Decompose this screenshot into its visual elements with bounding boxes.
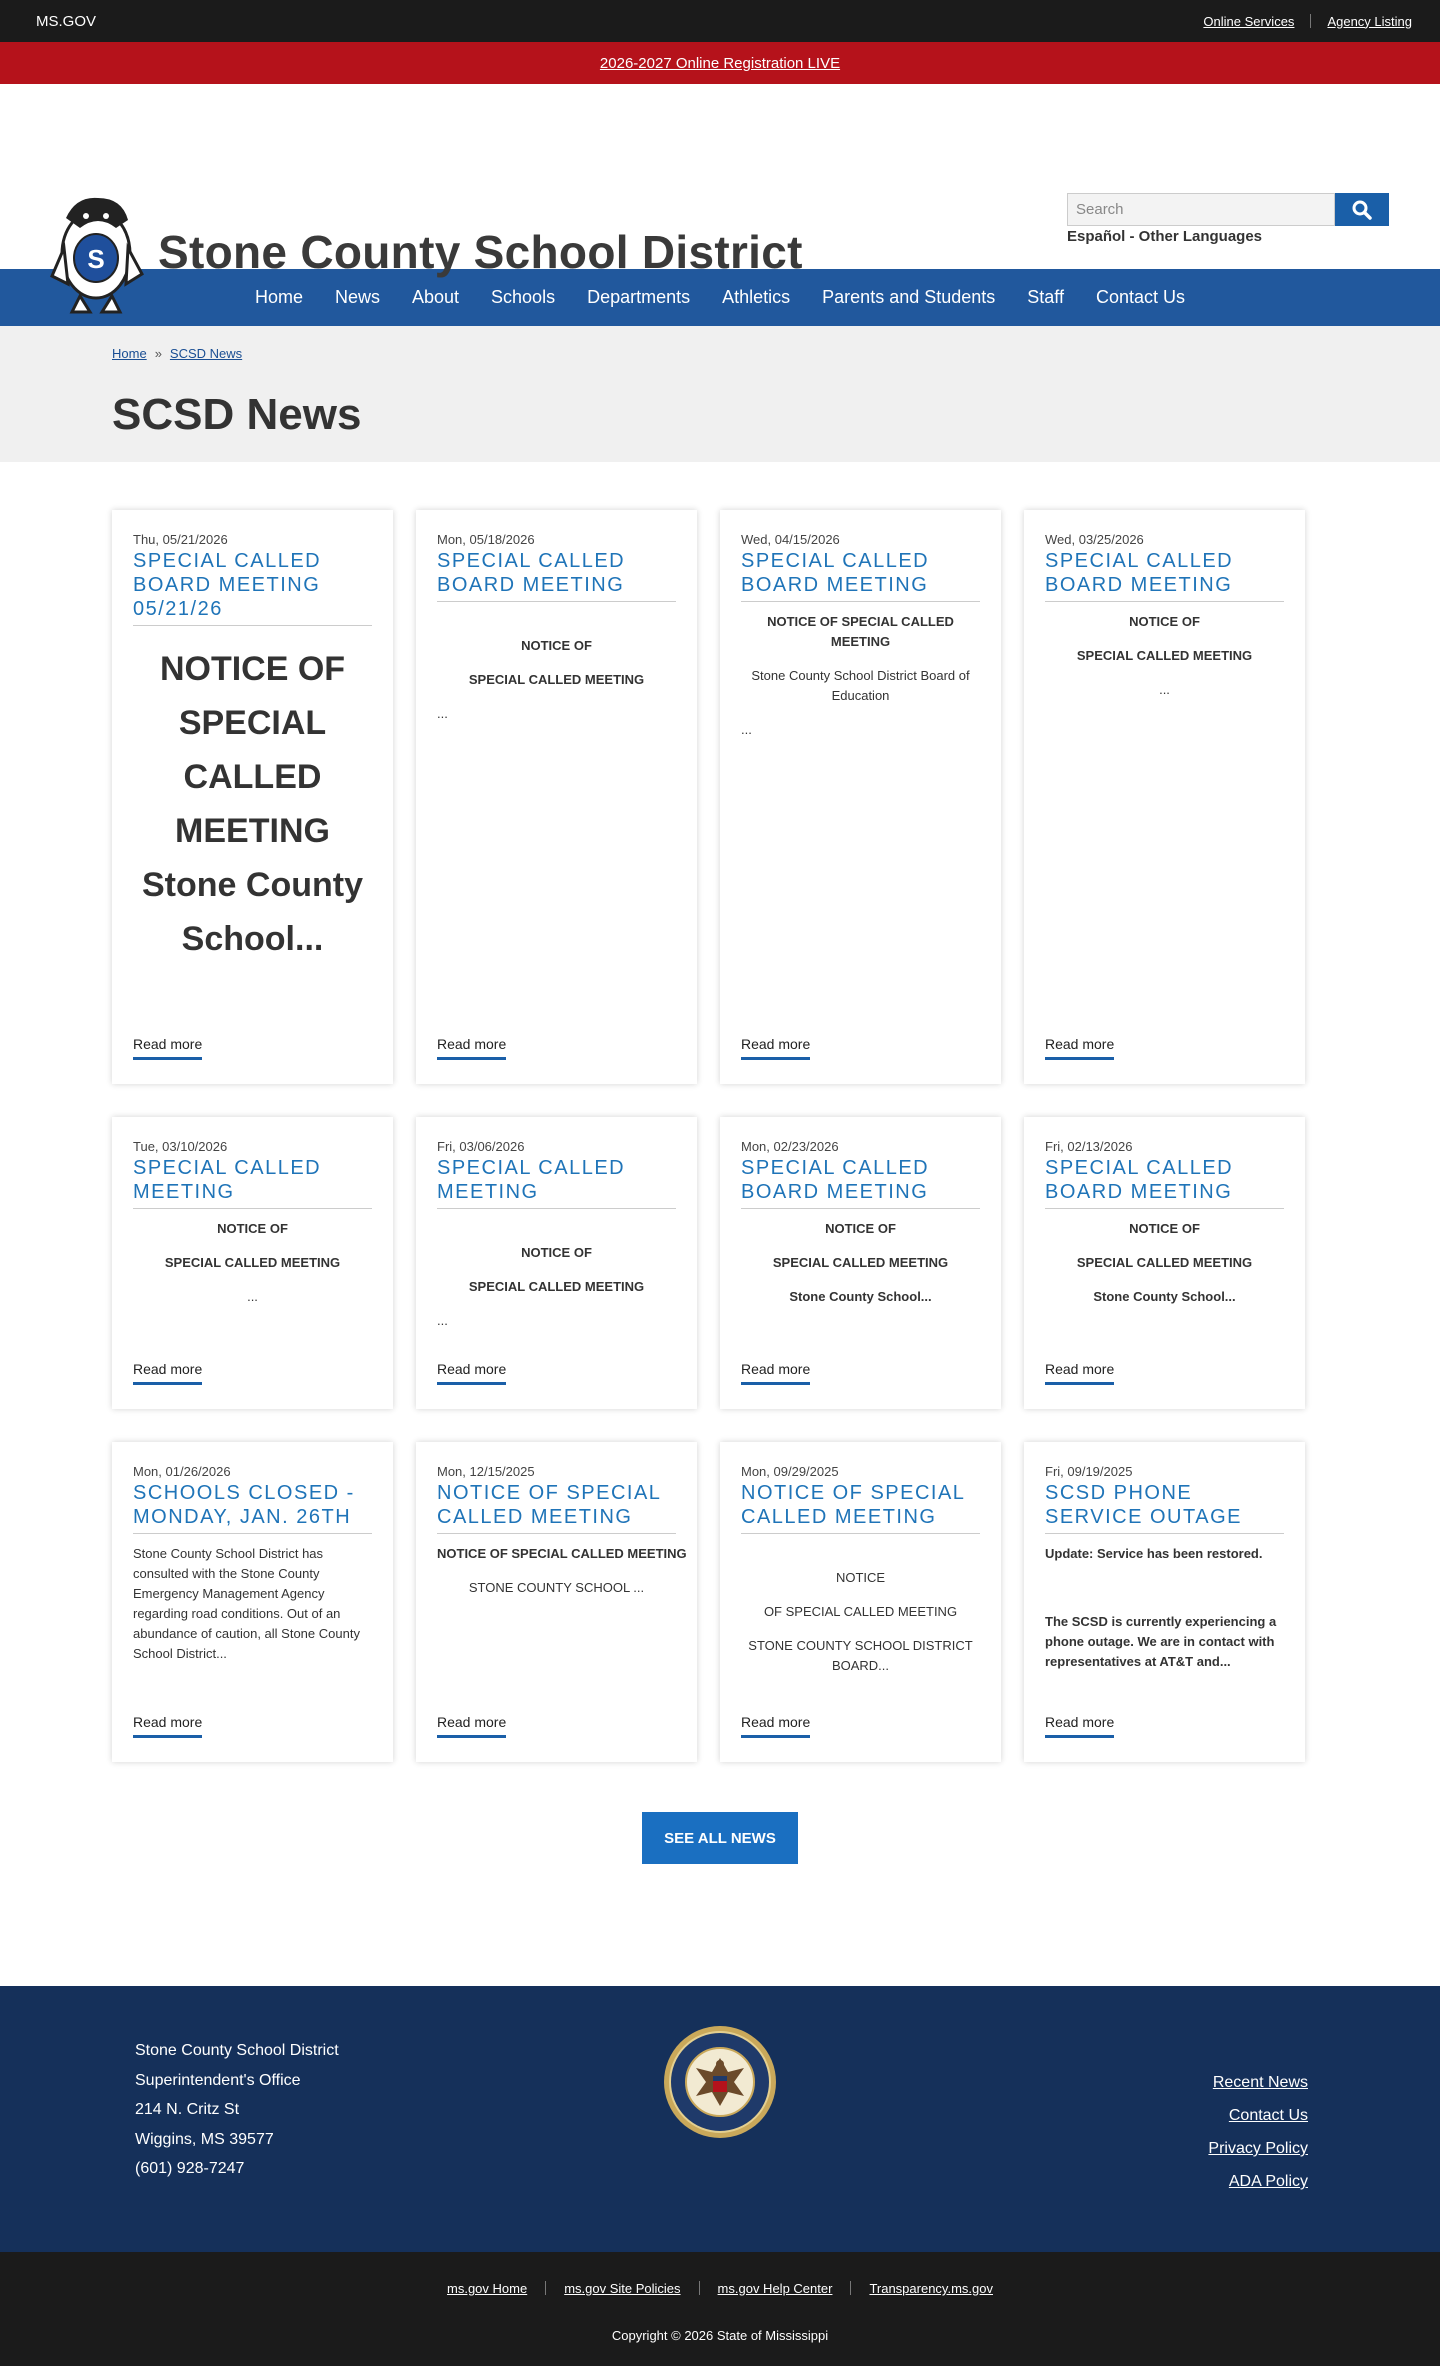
read-more-link[interactable]: Read more bbox=[133, 1714, 202, 1738]
news-date: Fri, 09/19/2025 bbox=[1045, 1464, 1133, 1479]
read-more-link[interactable]: Read more bbox=[741, 1714, 810, 1738]
news-title[interactable]: SCSD PHONE SERVICE OUTAGE bbox=[1045, 1481, 1284, 1534]
news-title[interactable]: SPECIAL CALLED MEETING bbox=[437, 1156, 676, 1209]
nav-staff[interactable]: Staff bbox=[1027, 287, 1064, 307]
news-teaser: Update: Service has been restored. The SCSD is currently experiencing a phone outage. We are in contact with representatives at AT&T and... bbox=[1045, 1546, 1277, 1669]
news-date: Mon, 12/15/2025 bbox=[437, 1464, 535, 1479]
news-title[interactable]: NOTICE OF SPECIAL CALLED MEETING bbox=[437, 1481, 676, 1534]
online-services-link[interactable]: Online Services bbox=[1203, 13, 1295, 29]
news-teaser: NOTICE OF SPECIAL CALLED MEETING ... bbox=[1076, 614, 1253, 697]
breadcrumb-home[interactable]: Home bbox=[112, 346, 147, 361]
registration-alert-link[interactable]: 2026-2027 Online Registration LIVE bbox=[599, 54, 841, 72]
ms-gov-site-policies-link[interactable]: ms.gov Site Policies bbox=[564, 2281, 681, 2296]
news-teaser: NOTICE OF SPECIAL CALLED MEETING Stone County School... bbox=[1076, 1221, 1253, 1304]
footer-links bbox=[1208, 2066, 1308, 2198]
news-teaser: NOTICE OF SPECIAL CALLED MEETING Stone County School... bbox=[772, 1221, 949, 1304]
news-card bbox=[720, 510, 1001, 1084]
news-teaser: Stone County School District has consulted with the Stone County Emergency Management Agency regarding road conditions. Out of an abundance of caution, all Stone County School District... bbox=[133, 1546, 360, 1661]
nav-about[interactable]: About bbox=[411, 287, 460, 307]
nav-news[interactable]: News bbox=[334, 287, 380, 307]
nav-parents-students[interactable]: Parents and Students bbox=[822, 287, 996, 307]
news-card bbox=[416, 1117, 697, 1409]
footer-privacy-policy-link[interactable]: Privacy Policy bbox=[1208, 2140, 1308, 2157]
ms-gov-help-center-link[interactable]: ms.gov Help Center bbox=[717, 2281, 833, 2296]
search-input[interactable] bbox=[1067, 193, 1335, 226]
news-teaser: NOTICE OF SPECIAL CALLED MEETING Stone County School... bbox=[142, 650, 363, 958]
news-card bbox=[112, 1442, 393, 1762]
read-more-link[interactable]: Read more bbox=[1045, 1361, 1114, 1385]
news-date: Fri, 02/13/2026 bbox=[1045, 1139, 1133, 1154]
ms-gov-home-link[interactable]: ms.gov Home bbox=[447, 2281, 528, 2296]
news-card bbox=[720, 1442, 1001, 1762]
news-teaser: NOTICE OF SPECIAL CALLED MEETING STONE COUNTY SCHOOL ... bbox=[437, 1546, 687, 1595]
ms-gov-brand[interactable]: MS.GOV bbox=[36, 12, 97, 30]
news-date: Tue, 03/10/2026 bbox=[133, 1139, 228, 1154]
bottom-bar bbox=[0, 2252, 1440, 2366]
nav-schools[interactable]: Schools bbox=[491, 287, 556, 307]
news-grid bbox=[0, 462, 1440, 1986]
news-title[interactable]: SPECIAL CALLED MEETING bbox=[133, 1156, 372, 1209]
transparency-link[interactable]: Transparency.ms.gov bbox=[869, 2281, 993, 2296]
news-teaser: NOTICE OF SPECIAL CALLED MEETING ... bbox=[437, 1245, 645, 1328]
read-more-link[interactable]: Read more bbox=[437, 1361, 506, 1385]
copyright: Copyright © 2026 State of Mississippi bbox=[611, 2328, 829, 2343]
footer-address: Stone County School District Superintendent's Office 214 N. Critz St Wiggins, MS 39577 (601) 928-7247 bbox=[135, 2042, 339, 2177]
search-icon bbox=[1352, 200, 1372, 220]
news-title[interactable]: SPECIAL CALLED BOARD MEETING bbox=[1045, 1156, 1284, 1209]
news-card bbox=[720, 1117, 1001, 1409]
news-card bbox=[1024, 510, 1305, 1084]
alert-bar bbox=[0, 42, 1440, 84]
news-date: Wed, 03/25/2026 bbox=[1045, 532, 1144, 547]
news-title[interactable]: SPECIAL CALLED BOARD MEETING 05/21/26 bbox=[133, 549, 372, 626]
site-title[interactable]: Stone County School District bbox=[158, 226, 803, 278]
breadcrumb-scsd-news[interactable]: SCSD News bbox=[169, 346, 243, 361]
news-title[interactable]: NOTICE OF SPECIAL CALLED MEETING bbox=[741, 1481, 980, 1534]
news-card bbox=[1024, 1442, 1305, 1762]
news-date: Wed, 04/15/2026 bbox=[741, 532, 840, 547]
news-card bbox=[416, 1442, 697, 1762]
page-hero bbox=[0, 326, 1440, 462]
read-more-link[interactable]: Read more bbox=[1045, 1714, 1114, 1738]
news-card bbox=[1024, 1117, 1305, 1409]
news-title[interactable]: SPECIAL CALLED BOARD MEETING bbox=[1045, 549, 1284, 602]
news-card bbox=[112, 510, 393, 1084]
footer-recent-news-link[interactable]: Recent News bbox=[1212, 2074, 1308, 2091]
nav-home[interactable]: Home bbox=[254, 287, 303, 307]
page-title: SCSD News bbox=[112, 390, 362, 439]
bottom-links bbox=[0, 2281, 1440, 2296]
search-form bbox=[1067, 193, 1389, 226]
svg-text:S: S bbox=[87, 244, 105, 274]
site-header bbox=[0, 84, 1440, 278]
read-more-link[interactable]: Read more bbox=[437, 1036, 506, 1060]
news-teaser: NOTICE OF SPECIAL CALLED MEETING ... bbox=[164, 1221, 341, 1304]
news-title[interactable]: SPECIAL CALLED BOARD MEETING bbox=[437, 549, 676, 602]
news-title[interactable]: SCHOOLS CLOSED - MONDAY, JAN. 26TH bbox=[133, 1481, 372, 1534]
news-date: Mon, 02/23/2026 bbox=[741, 1139, 839, 1154]
news-date: Fri, 03/06/2026 bbox=[437, 1139, 525, 1154]
read-more-link[interactable]: Read more bbox=[741, 1361, 810, 1385]
news-teaser: NOTICE OF SPECIAL CALLED MEETING Stone County School District Board of Education ... bbox=[741, 614, 970, 737]
nav-contact-us[interactable]: Contact Us bbox=[1095, 287, 1186, 307]
site-footer bbox=[0, 1986, 1440, 2252]
see-all-news-button[interactable]: SEE ALL NEWS bbox=[642, 1812, 798, 1864]
news-date: Mon, 01/26/2026 bbox=[133, 1464, 231, 1479]
read-more-link[interactable]: Read more bbox=[437, 1714, 506, 1738]
read-more-link[interactable]: Read more bbox=[1045, 1036, 1114, 1060]
news-date: Thu, 05/21/2026 bbox=[133, 532, 228, 547]
news-date: Mon, 05/18/2026 bbox=[437, 532, 535, 547]
news-card bbox=[416, 510, 697, 1084]
bulldog-logo[interactable] bbox=[46, 188, 148, 316]
search-button[interactable] bbox=[1335, 193, 1389, 226]
news-title[interactable]: SPECIAL CALLED BOARD MEETING bbox=[741, 549, 980, 602]
top-bar bbox=[0, 0, 1440, 42]
nav-athletics[interactable]: Athletics bbox=[722, 287, 791, 307]
top-links bbox=[1203, 14, 1412, 29]
nav-departments[interactable]: Departments bbox=[587, 287, 691, 307]
news-teaser: NOTICE OF SPECIAL CALLED MEETING ... bbox=[437, 638, 645, 721]
divider bbox=[1310, 14, 1311, 28]
news-title[interactable]: SPECIAL CALLED BOARD MEETING bbox=[741, 1156, 980, 1209]
read-more-link[interactable]: Read more bbox=[133, 1036, 202, 1060]
news-card bbox=[112, 1117, 393, 1409]
agency-listing-link[interactable]: Agency Listing bbox=[1327, 13, 1412, 29]
news-teaser: NOTICE OF SPECIAL CALLED MEETING STONE COUNTY SCHOOL DISTRICT BOARD... bbox=[748, 1570, 973, 1673]
breadcrumb: Home » SCSD News bbox=[112, 346, 243, 361]
news-date: Mon, 09/29/2025 bbox=[741, 1464, 839, 1479]
read-more-link[interactable]: Read more bbox=[741, 1036, 810, 1060]
read-more-link[interactable]: Read more bbox=[133, 1361, 202, 1385]
footer-contact-us-link[interactable]: Contact Us bbox=[1228, 2107, 1308, 2124]
state-seal-icon bbox=[662, 2024, 778, 2145]
footer-ada-policy-link[interactable]: ADA Policy bbox=[1228, 2173, 1308, 2190]
language-link[interactable]: Español - Other Languages bbox=[1067, 228, 1263, 245]
